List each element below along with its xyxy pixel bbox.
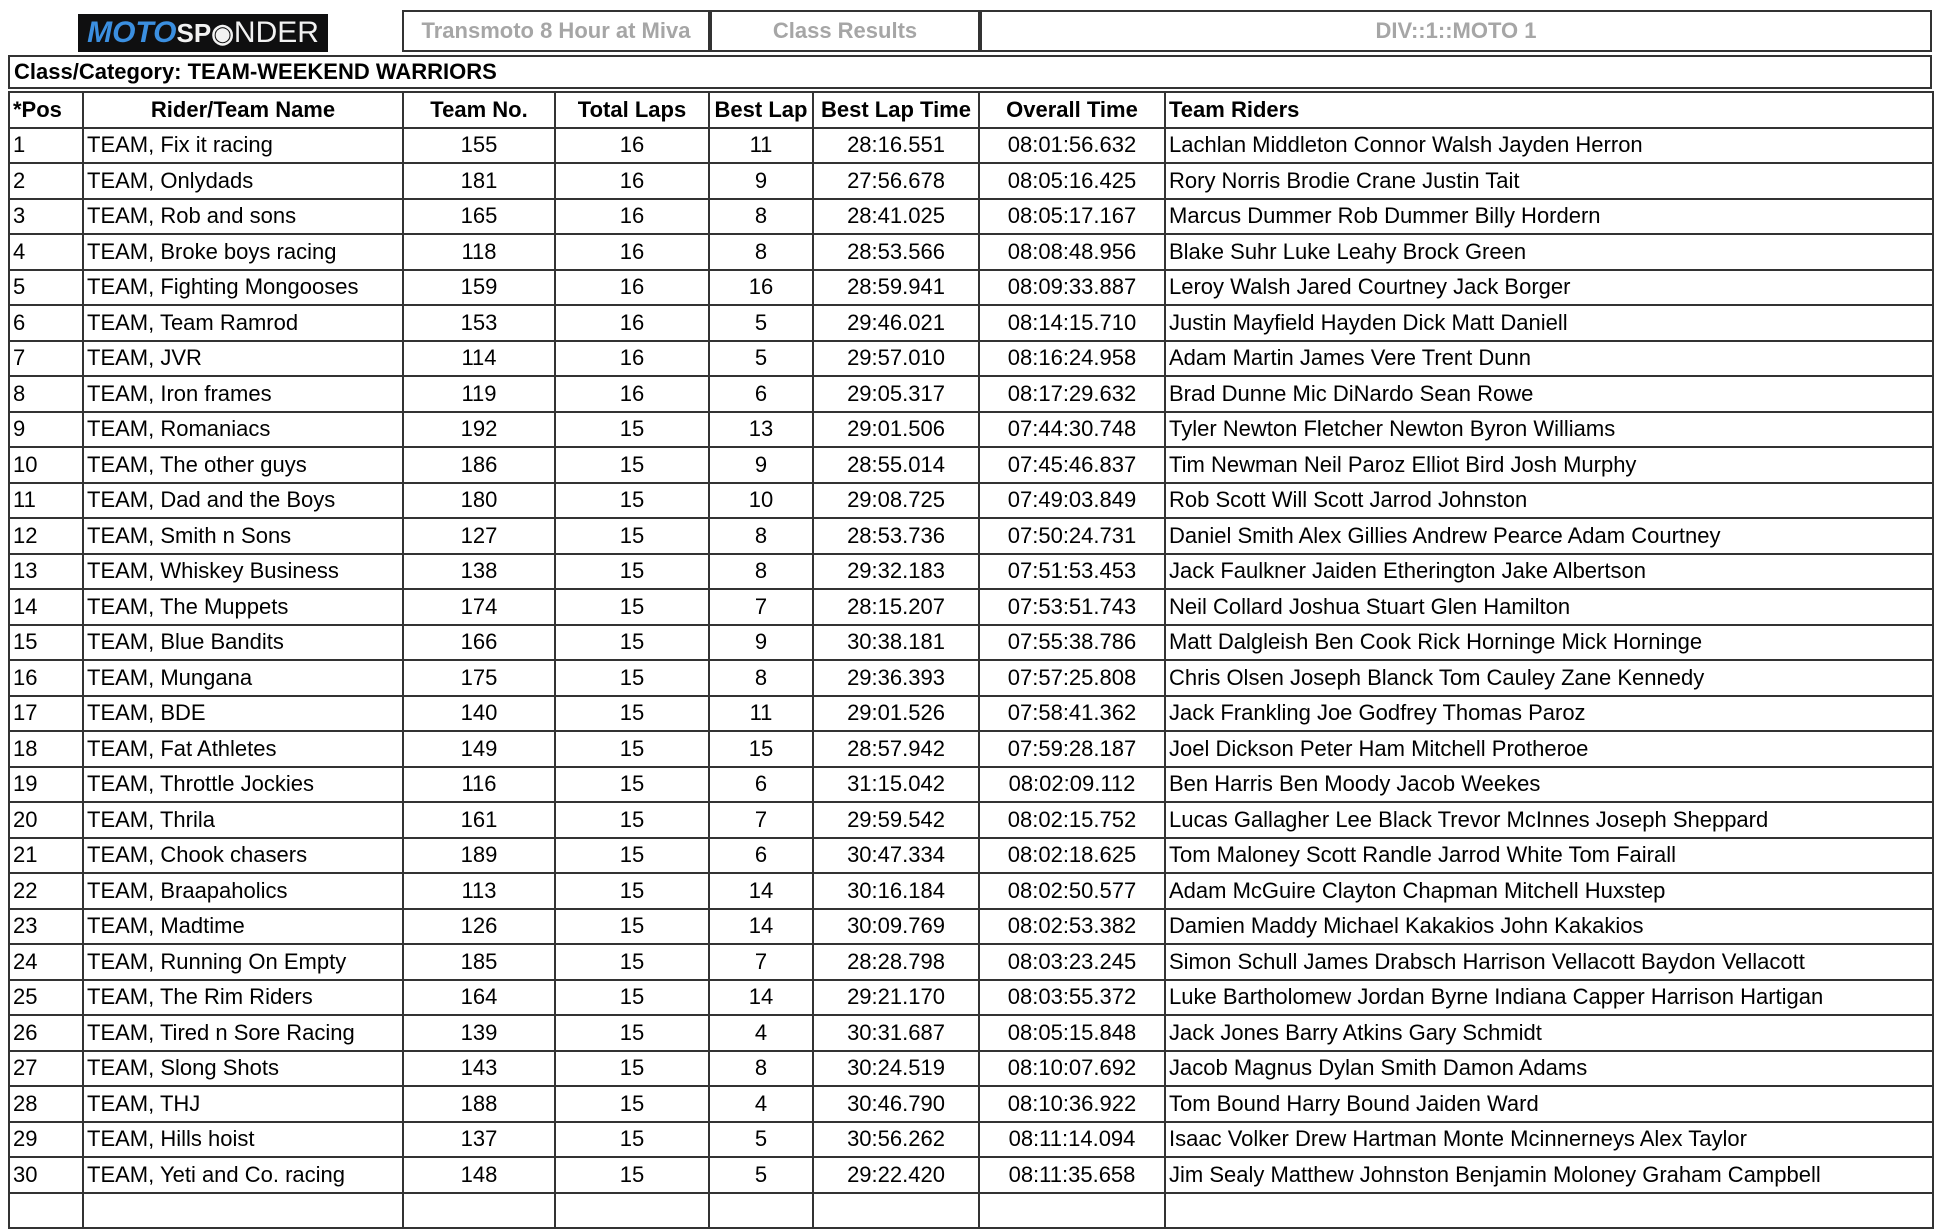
- pos-cell: 15: [9, 625, 83, 661]
- table-row: [9, 128, 1933, 164]
- table-row: [9, 554, 1933, 590]
- team-riders-cell: Tyler Newton Fletcher Newton Byron Williams: [1165, 412, 1933, 448]
- best-lap-time-cell: 29:36.393: [813, 660, 979, 696]
- team-name-cell: TEAM, Mungana: [83, 660, 403, 696]
- pos-cell: 17: [9, 696, 83, 732]
- total-laps-cell: 16: [555, 128, 709, 164]
- team-riders-cell: Isaac Volker Drew Hartman Monte Mcinnerneys Alex Taylor: [1165, 1122, 1933, 1158]
- best-lap-time-cell: 30:47.334: [813, 838, 979, 874]
- table-row: [9, 518, 1933, 554]
- total-laps-cell: 16: [555, 376, 709, 412]
- team-name-cell: TEAM, Blue Bandits: [83, 625, 403, 661]
- best-lap-cell: 9: [709, 625, 813, 661]
- best-lap-time-cell: 29:05.317: [813, 376, 979, 412]
- best-lap-time-cell: 28:41.025: [813, 199, 979, 235]
- table-row: [9, 767, 1933, 803]
- pos-cell: 11: [9, 483, 83, 519]
- best-lap-cell: 13: [709, 412, 813, 448]
- best-lap-time-cell: 27:56.678: [813, 163, 979, 199]
- logo-text-moto: MOTO: [87, 16, 177, 49]
- team-no-cell: 188: [403, 1086, 555, 1122]
- best-lap-cell: 14: [709, 980, 813, 1016]
- team-riders-cell: Chris Olsen Joseph Blanck Tom Cauley Zane Kennedy: [1165, 660, 1933, 696]
- col-best-lap: Best Lap: [709, 92, 813, 128]
- logo-text-nder: NDER: [233, 16, 319, 49]
- team-riders-cell: Lachlan Middleton Connor Walsh Jayden Herron: [1165, 128, 1933, 164]
- total-laps-cell: 16: [555, 270, 709, 306]
- pos-cell: 3: [9, 199, 83, 235]
- best-lap-cell: 14: [709, 873, 813, 909]
- best-lap-cell: 7: [709, 944, 813, 980]
- total-laps-cell: 15: [555, 554, 709, 590]
- signal-icon: ◉: [211, 17, 234, 48]
- team-riders-cell: Adam Martin James Vere Trent Dunn: [1165, 341, 1933, 377]
- overall-time-cell: 08:11:35.658: [979, 1157, 1165, 1193]
- team-riders-cell: Jacob Magnus Dylan Smith Damon Adams: [1165, 1051, 1933, 1087]
- team-no-cell: 138: [403, 554, 555, 590]
- team-no-cell: 126: [403, 909, 555, 945]
- pos-cell: 2: [9, 163, 83, 199]
- team-riders-cell: Lucas Gallagher Lee Black Trevor McInnes Joseph Sheppard: [1165, 802, 1933, 838]
- team-name-cell: TEAM, Dad and the Boys: [83, 483, 403, 519]
- best-lap-cell: 8: [709, 554, 813, 590]
- pos-cell: 14: [9, 589, 83, 625]
- pos-cell: 26: [9, 1015, 83, 1051]
- best-lap-cell: 8: [709, 234, 813, 270]
- team-no-cell: 186: [403, 447, 555, 483]
- table-row: [9, 802, 1933, 838]
- table-row: [9, 199, 1933, 235]
- pos-cell: 22: [9, 873, 83, 909]
- team-name-cell: TEAM, Romaniacs: [83, 412, 403, 448]
- team-no-cell: 118: [403, 234, 555, 270]
- class-category-label: Class/Category: TEAM-WEEKEND WARRIORS: [8, 55, 1932, 89]
- total-laps-cell: 16: [555, 234, 709, 270]
- team-riders-cell: Leroy Walsh Jared Courtney Jack Borger: [1165, 270, 1933, 306]
- overall-time-cell: 08:09:33.887: [979, 270, 1165, 306]
- overall-time-cell: 07:59:28.187: [979, 731, 1165, 767]
- overall-time-cell: 08:02:15.752: [979, 802, 1165, 838]
- overall-time-cell: 07:49:03.849: [979, 483, 1165, 519]
- team-no-cell: 181: [403, 163, 555, 199]
- team-riders-cell: Justin Mayfield Hayden Dick Matt Daniell: [1165, 305, 1933, 341]
- team-name-cell: TEAM, JVR: [83, 341, 403, 377]
- team-name-cell: TEAM, Throttle Jockies: [83, 767, 403, 803]
- team-riders-cell: Jack Faulkner Jaiden Etherington Jake Albertson: [1165, 554, 1933, 590]
- team-name-cell: TEAM, Onlydads: [83, 163, 403, 199]
- best-lap-cell: 8: [709, 199, 813, 235]
- overall-time-cell: 08:11:14.094: [979, 1122, 1165, 1158]
- team-riders-cell: Tom Maloney Scott Randle Jarrod White Tom Fairall: [1165, 838, 1933, 874]
- team-riders-cell: Tom Bound Harry Bound Jaiden Ward: [1165, 1086, 1933, 1122]
- best-lap-cell: 4: [709, 1086, 813, 1122]
- team-name-cell: TEAM, Chook chasers: [83, 838, 403, 874]
- best-lap-time-cell: 28:57.942: [813, 731, 979, 767]
- team-no-cell: 140: [403, 696, 555, 732]
- overall-time-cell: 07:58:41.362: [979, 696, 1165, 732]
- total-laps-cell: 15: [555, 447, 709, 483]
- team-no-cell: 192: [403, 412, 555, 448]
- team-name-cell: TEAM, BDE: [83, 696, 403, 732]
- table-row: [9, 1051, 1933, 1087]
- pos-cell: 23: [9, 909, 83, 945]
- best-lap-cell: 8: [709, 518, 813, 554]
- best-lap-cell: 10: [709, 483, 813, 519]
- pos-cell: 6: [9, 305, 83, 341]
- table-row: [9, 234, 1933, 270]
- best-lap-cell: 8: [709, 1051, 813, 1087]
- team-no-cell: 114: [403, 341, 555, 377]
- best-lap-time-cell: 30:09.769: [813, 909, 979, 945]
- overall-time-cell: 08:03:55.372: [979, 980, 1165, 1016]
- overall-time-cell: 08:05:17.167: [979, 199, 1165, 235]
- pos-cell: 1: [9, 128, 83, 164]
- best-lap-cell: 11: [709, 128, 813, 164]
- table-row: [9, 1015, 1933, 1051]
- overall-time-cell: 07:50:24.731: [979, 518, 1165, 554]
- pos-cell: 30: [9, 1157, 83, 1193]
- empty-cell: [9, 1193, 83, 1229]
- pos-cell: 10: [9, 447, 83, 483]
- overall-time-cell: 08:17:29.632: [979, 376, 1165, 412]
- table-row: [9, 838, 1933, 874]
- best-lap-cell: 5: [709, 1157, 813, 1193]
- total-laps-cell: 15: [555, 909, 709, 945]
- team-name-cell: TEAM, Hills hoist: [83, 1122, 403, 1158]
- pos-cell: 5: [9, 270, 83, 306]
- event-title: Transmoto 8 Hour at Miva: [402, 10, 710, 52]
- best-lap-time-cell: 28:53.736: [813, 518, 979, 554]
- col-pos: *Pos: [9, 92, 83, 128]
- team-no-cell: 159: [403, 270, 555, 306]
- best-lap-time-cell: 29:08.725: [813, 483, 979, 519]
- best-lap-time-cell: 28:55.014: [813, 447, 979, 483]
- total-laps-cell: 15: [555, 731, 709, 767]
- total-laps-cell: 15: [555, 838, 709, 874]
- team-name-cell: TEAM, Yeti and Co. racing: [83, 1157, 403, 1193]
- empty-cell: [83, 1193, 403, 1229]
- team-no-cell: 148: [403, 1157, 555, 1193]
- best-lap-cell: 6: [709, 376, 813, 412]
- total-laps-cell: 15: [555, 589, 709, 625]
- overall-time-cell: 08:16:24.958: [979, 341, 1165, 377]
- best-lap-time-cell: 28:15.207: [813, 589, 979, 625]
- best-lap-cell: 5: [709, 1122, 813, 1158]
- pos-cell: 21: [9, 838, 83, 874]
- team-riders-cell: Daniel Smith Alex Gillies Andrew Pearce Adam Courtney: [1165, 518, 1933, 554]
- total-laps-cell: 15: [555, 1015, 709, 1051]
- team-riders-cell: Marcus Dummer Rob Dummer Billy Hordern: [1165, 199, 1933, 235]
- best-lap-cell: 8: [709, 660, 813, 696]
- empty-cell: [1165, 1193, 1933, 1229]
- team-name-cell: TEAM, Braapaholics: [83, 873, 403, 909]
- overall-time-cell: 07:44:30.748: [979, 412, 1165, 448]
- team-no-cell: 164: [403, 980, 555, 1016]
- best-lap-time-cell: 29:22.420: [813, 1157, 979, 1193]
- col-team-no: Team No.: [403, 92, 555, 128]
- division-title: DIV::1::MOTO 1: [980, 10, 1932, 52]
- total-laps-cell: 15: [555, 1086, 709, 1122]
- best-lap-time-cell: 28:16.551: [813, 128, 979, 164]
- table-row: [9, 1157, 1933, 1193]
- best-lap-cell: 9: [709, 447, 813, 483]
- table-row: [9, 909, 1933, 945]
- empty-cell: [813, 1193, 979, 1229]
- total-laps-cell: 15: [555, 980, 709, 1016]
- team-name-cell: TEAM, Broke boys racing: [83, 234, 403, 270]
- col-best-lap-time: Best Lap Time: [813, 92, 979, 128]
- overall-time-cell: 08:08:48.956: [979, 234, 1165, 270]
- team-riders-cell: Rory Norris Brodie Crane Justin Tait: [1165, 163, 1933, 199]
- team-name-cell: TEAM, Team Ramrod: [83, 305, 403, 341]
- total-laps-cell: 15: [555, 518, 709, 554]
- col-team-name: Rider/Team Name: [83, 92, 403, 128]
- team-no-cell: 189: [403, 838, 555, 874]
- team-riders-cell: Joel Dickson Peter Ham Mitchell Protheroe: [1165, 731, 1933, 767]
- overall-time-cell: 08:02:09.112: [979, 767, 1165, 803]
- team-name-cell: TEAM, Iron frames: [83, 376, 403, 412]
- total-laps-cell: 15: [555, 767, 709, 803]
- empty-cell: [403, 1193, 555, 1229]
- pos-cell: 27: [9, 1051, 83, 1087]
- table-row: [9, 980, 1933, 1016]
- best-lap-time-cell: 29:01.506: [813, 412, 979, 448]
- results-table: [8, 91, 1934, 1229]
- pos-cell: 29: [9, 1122, 83, 1158]
- total-laps-cell: 15: [555, 873, 709, 909]
- overall-time-cell: 08:14:15.710: [979, 305, 1165, 341]
- total-laps-cell: 15: [555, 1122, 709, 1158]
- team-no-cell: 149: [403, 731, 555, 767]
- col-total-laps: Total Laps: [555, 92, 709, 128]
- best-lap-cell: 5: [709, 305, 813, 341]
- team-no-cell: 119: [403, 376, 555, 412]
- best-lap-time-cell: 29:57.010: [813, 341, 979, 377]
- best-lap-cell: 4: [709, 1015, 813, 1051]
- table-row: [9, 944, 1933, 980]
- best-lap-time-cell: 30:31.687: [813, 1015, 979, 1051]
- table-continuation-row: [9, 1193, 1933, 1229]
- team-riders-cell: Damien Maddy Michael Kakakios John Kakakios: [1165, 909, 1933, 945]
- overall-time-cell: 08:05:16.425: [979, 163, 1165, 199]
- team-riders-cell: Rob Scott Will Scott Jarrod Johnston: [1165, 483, 1933, 519]
- best-lap-time-cell: 30:56.262: [813, 1122, 979, 1158]
- col-team-riders: Team Riders: [1165, 92, 1933, 128]
- team-name-cell: TEAM, The Rim Riders: [83, 980, 403, 1016]
- team-no-cell: 174: [403, 589, 555, 625]
- team-riders-cell: Jim Sealy Matthew Johnston Benjamin Moloney Graham Campbell: [1165, 1157, 1933, 1193]
- pos-cell: 20: [9, 802, 83, 838]
- team-name-cell: TEAM, Fix it racing: [83, 128, 403, 164]
- team-riders-cell: Brad Dunne Mic DiNardo Sean Rowe: [1165, 376, 1933, 412]
- team-name-cell: TEAM, The Muppets: [83, 589, 403, 625]
- overall-time-cell: 08:02:18.625: [979, 838, 1165, 874]
- team-no-cell: 165: [403, 199, 555, 235]
- team-no-cell: 175: [403, 660, 555, 696]
- logo-text-sp: SP: [176, 17, 212, 48]
- team-riders-cell: Neil Collard Joshua Stuart Glen Hamilton: [1165, 589, 1933, 625]
- motosponder-logo: [78, 14, 328, 52]
- best-lap-cell: 7: [709, 802, 813, 838]
- team-no-cell: 127: [403, 518, 555, 554]
- table-row: [9, 341, 1933, 377]
- pos-cell: 25: [9, 980, 83, 1016]
- team-riders-cell: Tim Newman Neil Paroz Elliot Bird Josh Murphy: [1165, 447, 1933, 483]
- table-row: [9, 696, 1933, 732]
- best-lap-cell: 14: [709, 909, 813, 945]
- best-lap-time-cell: 30:38.181: [813, 625, 979, 661]
- pos-cell: 12: [9, 518, 83, 554]
- pos-cell: 9: [9, 412, 83, 448]
- team-name-cell: TEAM, Rob and sons: [83, 199, 403, 235]
- team-name-cell: TEAM, Smith n Sons: [83, 518, 403, 554]
- header-row: [9, 92, 1933, 128]
- team-no-cell: 161: [403, 802, 555, 838]
- team-no-cell: 166: [403, 625, 555, 661]
- team-no-cell: 143: [403, 1051, 555, 1087]
- report-title: Class Results: [710, 10, 980, 52]
- team-riders-cell: Jack Jones Barry Atkins Gary Schmidt: [1165, 1015, 1933, 1051]
- team-name-cell: TEAM, Thrila: [83, 802, 403, 838]
- best-lap-cell: 5: [709, 341, 813, 377]
- team-riders-cell: Jack Frankling Joe Godfrey Thomas Paroz: [1165, 696, 1933, 732]
- team-name-cell: TEAM, Tired n Sore Racing: [83, 1015, 403, 1051]
- total-laps-cell: 15: [555, 660, 709, 696]
- team-no-cell: 139: [403, 1015, 555, 1051]
- table-row: [9, 270, 1933, 306]
- best-lap-cell: 11: [709, 696, 813, 732]
- best-lap-time-cell: 29:59.542: [813, 802, 979, 838]
- best-lap-time-cell: 28:53.566: [813, 234, 979, 270]
- overall-time-cell: 07:51:53.453: [979, 554, 1165, 590]
- best-lap-cell: 6: [709, 767, 813, 803]
- table-row: [9, 1122, 1933, 1158]
- total-laps-cell: 15: [555, 412, 709, 448]
- team-no-cell: 155: [403, 128, 555, 164]
- pos-cell: 18: [9, 731, 83, 767]
- team-riders-cell: Adam McGuire Clayton Chapman Mitchell Huxstep: [1165, 873, 1933, 909]
- team-name-cell: TEAM, Running On Empty: [83, 944, 403, 980]
- table-row: [9, 731, 1933, 767]
- pos-cell: 13: [9, 554, 83, 590]
- total-laps-cell: 16: [555, 305, 709, 341]
- table-row: [9, 625, 1933, 661]
- best-lap-time-cell: 29:21.170: [813, 980, 979, 1016]
- team-no-cell: 185: [403, 944, 555, 980]
- team-riders-cell: Simon Schull James Drabsch Harrison Vellacott Baydon Vellacott: [1165, 944, 1933, 980]
- best-lap-cell: 15: [709, 731, 813, 767]
- team-no-cell: 153: [403, 305, 555, 341]
- team-riders-cell: Blake Suhr Luke Leahy Brock Green: [1165, 234, 1933, 270]
- total-laps-cell: 15: [555, 483, 709, 519]
- table-row: [9, 589, 1933, 625]
- best-lap-time-cell: 30:46.790: [813, 1086, 979, 1122]
- overall-time-cell: 07:53:51.743: [979, 589, 1165, 625]
- table-row: [9, 376, 1933, 412]
- team-riders-cell: Matt Dalgleish Ben Cook Rick Horninge Mick Horninge: [1165, 625, 1933, 661]
- table-row: [9, 163, 1933, 199]
- team-riders-cell: Ben Harris Ben Moody Jacob Weekes: [1165, 767, 1933, 803]
- total-laps-cell: 16: [555, 341, 709, 377]
- overall-time-cell: 07:45:46.837: [979, 447, 1165, 483]
- table-row: [9, 483, 1933, 519]
- best-lap-time-cell: 29:01.526: [813, 696, 979, 732]
- total-laps-cell: 15: [555, 1051, 709, 1087]
- team-riders-cell: Luke Bartholomew Jordan Byrne Indiana Capper Harrison Hartigan: [1165, 980, 1933, 1016]
- best-lap-cell: 9: [709, 163, 813, 199]
- empty-cell: [709, 1193, 813, 1229]
- overall-time-cell: 07:57:25.808: [979, 660, 1165, 696]
- team-no-cell: 116: [403, 767, 555, 803]
- pos-cell: 19: [9, 767, 83, 803]
- team-name-cell: TEAM, Madtime: [83, 909, 403, 945]
- overall-time-cell: 08:01:56.632: [979, 128, 1165, 164]
- overall-time-cell: 08:05:15.848: [979, 1015, 1165, 1051]
- pos-cell: 28: [9, 1086, 83, 1122]
- overall-time-cell: 08:03:23.245: [979, 944, 1165, 980]
- table-row: [9, 873, 1933, 909]
- overall-time-cell: 08:02:53.382: [979, 909, 1165, 945]
- best-lap-time-cell: 28:28.798: [813, 944, 979, 980]
- table-row: [9, 1086, 1933, 1122]
- total-laps-cell: 15: [555, 625, 709, 661]
- table-row: [9, 412, 1933, 448]
- pos-cell: 16: [9, 660, 83, 696]
- col-overall-time: Overall Time: [979, 92, 1165, 128]
- team-name-cell: TEAM, The other guys: [83, 447, 403, 483]
- best-lap-time-cell: 30:24.519: [813, 1051, 979, 1087]
- best-lap-time-cell: 28:59.941: [813, 270, 979, 306]
- total-laps-cell: 15: [555, 1157, 709, 1193]
- team-name-cell: TEAM, Fat Athletes: [83, 731, 403, 767]
- best-lap-cell: 6: [709, 838, 813, 874]
- table-row: [9, 660, 1933, 696]
- overall-time-cell: 07:55:38.786: [979, 625, 1165, 661]
- best-lap-time-cell: 31:15.042: [813, 767, 979, 803]
- total-laps-cell: 15: [555, 944, 709, 980]
- team-no-cell: 137: [403, 1122, 555, 1158]
- best-lap-cell: 7: [709, 589, 813, 625]
- total-laps-cell: 16: [555, 163, 709, 199]
- team-name-cell: TEAM, THJ: [83, 1086, 403, 1122]
- pos-cell: 24: [9, 944, 83, 980]
- empty-cell: [555, 1193, 709, 1229]
- empty-cell: [979, 1193, 1165, 1229]
- team-no-cell: 113: [403, 873, 555, 909]
- team-name-cell: TEAM, Fighting Mongooses: [83, 270, 403, 306]
- pos-cell: 8: [9, 376, 83, 412]
- overall-time-cell: 08:10:36.922: [979, 1086, 1165, 1122]
- overall-time-cell: 08:02:50.577: [979, 873, 1165, 909]
- total-laps-cell: 15: [555, 802, 709, 838]
- pos-cell: 7: [9, 341, 83, 377]
- total-laps-cell: 16: [555, 199, 709, 235]
- table-row: [9, 305, 1933, 341]
- overall-time-cell: 08:10:07.692: [979, 1051, 1165, 1087]
- total-laps-cell: 15: [555, 696, 709, 732]
- team-no-cell: 180: [403, 483, 555, 519]
- team-name-cell: TEAM, Slong Shots: [83, 1051, 403, 1087]
- best-lap-cell: 16: [709, 270, 813, 306]
- pos-cell: 4: [9, 234, 83, 270]
- team-name-cell: TEAM, Whiskey Business: [83, 554, 403, 590]
- best-lap-time-cell: 29:32.183: [813, 554, 979, 590]
- best-lap-time-cell: 30:16.184: [813, 873, 979, 909]
- best-lap-time-cell: 29:46.021: [813, 305, 979, 341]
- table-row: [9, 447, 1933, 483]
